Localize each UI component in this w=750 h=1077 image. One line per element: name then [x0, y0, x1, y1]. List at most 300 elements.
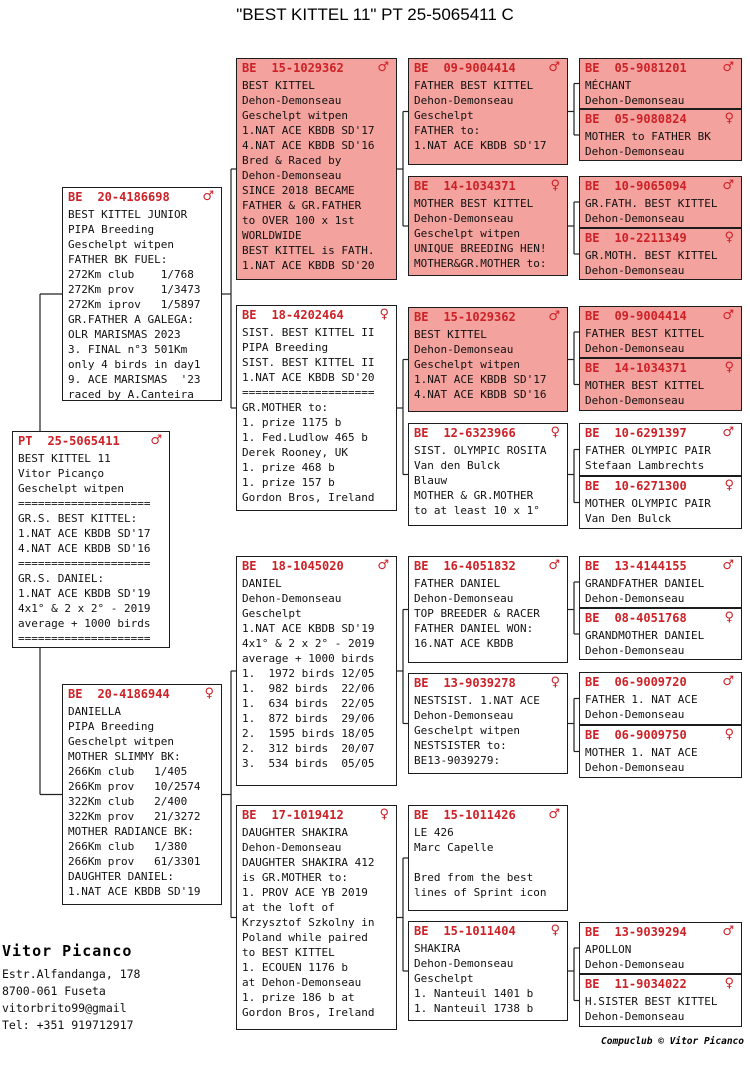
ring-number — [414, 310, 567, 327]
ring-value: 09-9004414 — [443, 61, 516, 75]
pedigree-text-line: LE 426 — [414, 826, 454, 839]
female-icon: ♀ — [379, 807, 389, 822]
pedigree-text-line: PIPA Breeding — [68, 223, 155, 236]
pedigree-text-line: Dehon-Demonseau — [585, 708, 685, 721]
ring-number — [585, 361, 741, 378]
female-icon: ♀ — [204, 686, 214, 701]
ring-number — [585, 559, 741, 576]
pedigree-box-be-17-1019412 — [236, 805, 397, 1030]
pedigree-text-line: Dehon-Demonseau — [585, 394, 685, 407]
pedigree-text-line: Geschelpt witpen — [68, 735, 174, 748]
pedigree-text-line: BEST KITTEL is FATH. — [242, 244, 375, 257]
pedigree-text-line: SIST. BEST KITTEL II — [242, 326, 375, 339]
country-code: BE — [68, 687, 83, 701]
country-code: BE — [585, 559, 600, 573]
country-code: BE — [414, 310, 429, 324]
pedigree-text-line: 1. Fed.Ludlow 465 b — [242, 431, 368, 444]
pedigree-box-pt-25-5065411 — [12, 431, 170, 648]
pedigree-text-line: Geschelpt witpen — [414, 358, 520, 371]
pedigree-text-line: 4x1° & 2 x 2° - 2019 — [18, 602, 151, 615]
pedigree-text-line: Geschelpt — [242, 607, 302, 620]
pedigree-box-be-14-1034371 — [579, 358, 742, 411]
country-code: BE — [585, 112, 600, 126]
pedigree-box-be-15-1029362 — [236, 58, 397, 280]
pedigree-text-line: to BEST KITTEL — [242, 946, 335, 959]
pedigree-text-line: GR.FATH. BEST KITTEL — [585, 197, 718, 210]
ring-number — [414, 808, 567, 825]
country-code: BE — [585, 611, 600, 625]
male-icon: ♂ — [722, 178, 734, 193]
pedigree-text-line: is GR.MOTHER to: — [242, 871, 348, 884]
pedigree-box-be-11-9034022 — [579, 974, 742, 1027]
ring-number — [585, 179, 741, 196]
country-code: BE — [242, 559, 257, 573]
pedigree-box-be-15-1029362 — [408, 307, 568, 412]
pedigree-text-line: MOTHER OLYMPIC PAIR — [585, 497, 711, 510]
pedigree-text-line: FATHER BEST KITTEL — [414, 79, 534, 92]
ring-number — [414, 179, 567, 196]
pedigree-text-line: FATHER to: — [414, 124, 481, 137]
country-code: BE — [414, 808, 429, 822]
ring-number — [242, 559, 396, 576]
pedigree-text-line: OLR MARISMAS 2023 — [68, 328, 181, 341]
ring-number — [242, 308, 396, 325]
ring-value: 14-1034371 — [443, 179, 516, 193]
pedigree-text-line: Vitor Picanço — [18, 467, 105, 480]
pedigree-text-line: 1. Nanteuil 1401 b — [414, 987, 534, 1000]
ring-number — [585, 426, 741, 443]
pedigree-text-line: 3. 534 birds 05/05 — [242, 757, 375, 770]
pedigree-box-be-13-9039294 — [579, 922, 742, 974]
pedigree-text-line: 1. prize 468 b — [242, 461, 335, 474]
ring-value: 25-5065411 — [47, 434, 120, 448]
female-icon: ♀ — [724, 976, 734, 991]
female-icon: ♀ — [724, 111, 734, 126]
pedigree-box-be-13-9039278 — [408, 673, 568, 774]
pedigree-text-line: Dehon-Demonseau — [585, 1010, 685, 1023]
pedigree-text-line: Geschelpt — [414, 972, 474, 985]
pedigree-box-be-14-1034371 — [408, 176, 568, 276]
pedigree-text-line: SIST. OLYMPIC ROSITA — [414, 444, 547, 457]
female-icon: ♀ — [550, 425, 560, 440]
pedigree-box-be-06-9009720 — [579, 672, 742, 725]
ring-number — [585, 611, 741, 628]
pedigree-text-line: 1. prize 186 b at — [242, 991, 355, 1004]
pedigree-text-line: 1. 872 birds 29/06 — [242, 712, 375, 725]
ring-number — [18, 434, 169, 451]
pedigree-box-be-13-4144155 — [579, 556, 742, 608]
pedigree-text-line: WORLDWIDE — [242, 229, 302, 242]
pedigree-text-line: to OVER 100 x 1st — [242, 214, 355, 227]
pedigree-box-be-09-9004414 — [408, 58, 568, 165]
country-code: BE — [585, 728, 600, 742]
pedigree-box-be-09-9004414 — [579, 306, 742, 358]
ring-number — [585, 231, 741, 248]
female-icon: ♀ — [379, 307, 389, 322]
pedigree-text-line: Geschelpt witpen — [414, 724, 520, 737]
country-code: BE — [242, 808, 257, 822]
pedigree-text-line: 1. PROV ACE YB 2019 — [242, 886, 368, 899]
ring-value: 05-9081201 — [614, 61, 687, 75]
pedigree-text-line: MOTHER BEST KITTEL — [585, 379, 705, 392]
pedigree-text-line: 2. 312 birds 20/07 — [242, 742, 375, 755]
pedigree-text-line: 1. 634 birds 22/05 — [242, 697, 375, 710]
female-icon: ♀ — [724, 727, 734, 742]
pedigree-text-line: 4x1° & 2 x 2° - 2019 — [242, 637, 375, 650]
ring-value: 17-1019412 — [271, 808, 344, 822]
pedigree-text-line: 4.NAT ACE KBDB SD'16 — [18, 542, 151, 555]
ring-number — [242, 61, 396, 78]
ring-number — [585, 61, 741, 78]
pedigree-box-be-05-9080824 — [579, 109, 742, 161]
pedigree-text-line: UNIQUE BREEDING HEN! — [414, 242, 547, 255]
pedigree-text-line: BEST KITTEL JUNIOR — [68, 208, 188, 221]
male-icon: ♂ — [377, 60, 389, 75]
pedigree-text-line: Blauw — [414, 474, 448, 487]
pedigree-box-be-18-4202464 — [236, 305, 397, 511]
pedigree-text-line: DAUGHTER SHAKIRA — [242, 826, 348, 839]
country-code: BE — [585, 179, 600, 193]
male-icon: ♂ — [548, 309, 560, 324]
pedigree-text-line: 1. prize 1175 b — [242, 416, 342, 429]
pedigree-text-line: PIPA Breeding — [242, 341, 329, 354]
ring-value: 15-1029362 — [443, 310, 516, 324]
ring-number — [585, 112, 741, 129]
ring-number — [414, 924, 567, 941]
country-code: BE — [242, 308, 257, 322]
pedigree-text-line: 1.NAT ACE KBDB SD'20 — [242, 259, 375, 272]
female-icon: ♀ — [724, 478, 734, 493]
pedigree-text-line: Dehon-Demonseau — [242, 841, 342, 854]
country-code: BE — [585, 61, 600, 75]
male-icon: ♂ — [722, 674, 734, 689]
male-icon: ♂ — [202, 189, 214, 204]
pedigree-text-line: MOTHER&GR.MOTHER to: — [414, 257, 547, 270]
pedigree-box-be-10-2211349 — [579, 228, 742, 280]
ring-value: 09-9004414 — [614, 309, 687, 323]
ring-number — [68, 190, 221, 207]
pedigree-text-line: Dehon-Demonseau — [585, 592, 685, 605]
country-code: BE — [585, 426, 600, 440]
pedigree-text-line: raced by A.Canteira — [68, 388, 194, 401]
pedigree-text-line: average + 1000 birds — [242, 652, 375, 665]
pedigree-text-line: Dehon-Demonseau — [585, 644, 685, 657]
pedigree-text-line: FATHER OLYMPIC PAIR — [585, 444, 711, 457]
ring-number — [585, 479, 741, 496]
ring-value: 16-4051832 — [443, 559, 516, 573]
pedigree-box-be-10-6271300 — [579, 476, 742, 529]
ring-value: 13-9039278 — [443, 676, 516, 690]
ring-value: 12-6323966 — [443, 426, 516, 440]
ring-value: 18-1045020 — [271, 559, 344, 573]
pedigree-text-line: 1. prize 157 b — [242, 476, 335, 489]
ring-number — [414, 559, 567, 576]
female-icon: ♀ — [550, 923, 560, 938]
pedigree-text-line: Gordon Bros, Ireland — [242, 1006, 375, 1019]
ring-number — [585, 977, 741, 994]
software-credit: Compuclub © Vitor Picanco — [601, 1036, 744, 1047]
pedigree-text-line: 266Km prov 61/3301 — [68, 855, 201, 868]
pedigree-text-line: DANIELLA — [68, 705, 121, 718]
ring-number — [414, 676, 567, 693]
pedigree-text-line: Dehon-Demonseau — [242, 94, 342, 107]
country-code: BE — [585, 361, 600, 375]
address-line: 8700-061 Fuseta — [2, 984, 106, 998]
pedigree-box-be-15-1011404 — [408, 921, 568, 1021]
ring-value: 06-9009720 — [614, 675, 687, 689]
pedigree-text-line: average + 1000 birds — [18, 617, 151, 630]
male-icon: ♂ — [548, 558, 560, 573]
pedigree-text-line: FATHER BK FUEL: — [68, 253, 168, 266]
pedigree-text-line: Dehon-Demonseau — [585, 145, 685, 158]
pedigree-text-line: MÉCHANT — [585, 79, 632, 92]
ring-value: 15-1011426 — [443, 808, 516, 822]
female-icon: ♀ — [724, 610, 734, 625]
pedigree-text-line: Van den Bulck — [414, 459, 501, 472]
pedigree-text-line: Geschelpt witpen — [242, 109, 348, 122]
pedigree-text-line: 1. Nanteuil 1738 b — [414, 1002, 534, 1015]
pedigree-text-line: PIPA Breeding — [68, 720, 155, 733]
ring-value: 13-9039294 — [614, 925, 687, 939]
pedigree-text-line: H.SISTER BEST KITTEL — [585, 995, 718, 1008]
pedigree-text-line: Dehon-Demonseau — [585, 958, 685, 971]
ring-value: 10-2211349 — [614, 231, 687, 245]
pedigree-text-line: 266Km club 1/405 — [68, 765, 188, 778]
pedigree-text-line: 322Km club 2/400 — [68, 795, 188, 808]
pedigree-text-line: Stefaan Lambrechts — [585, 459, 705, 472]
pedigree-text-line: 16.NAT ACE KBDB — [414, 637, 514, 650]
pedigree-text-line: 4.NAT ACE KBDB SD'16 — [414, 388, 547, 401]
country-code: BE — [585, 479, 600, 493]
pedigree-text-line: 4.NAT ACE KBDB SD'16 — [242, 139, 375, 152]
pedigree-box-be-06-9009750 — [579, 725, 742, 778]
pedigree-text-line: Bred & Raced by — [242, 154, 342, 167]
male-icon: ♂ — [722, 60, 734, 75]
male-icon: ♂ — [722, 558, 734, 573]
pedigree-text-line: 272Km prov 1/3473 — [68, 283, 201, 296]
pedigree-text-line: GR.MOTH. BEST KITTEL — [585, 249, 718, 262]
pedigree-text-line: 266Km prov 10/2574 — [68, 780, 201, 793]
pedigree-text-line: Dehon-Demonseau — [414, 592, 514, 605]
ring-number — [585, 925, 741, 942]
country-code: BE — [414, 426, 429, 440]
pedigree-text-line: 1.NAT ACE KBDB SD'19 — [18, 587, 151, 600]
ring-value: 10-6291397 — [614, 426, 687, 440]
ring-number — [414, 61, 567, 78]
pedigree-text-line: Dehon-Demonseau — [414, 957, 514, 970]
pedigree-text-line: BEST KITTEL — [414, 328, 487, 341]
pedigree-text-line: BEST KITTEL — [242, 79, 315, 92]
male-icon: ♂ — [548, 807, 560, 822]
ring-number — [68, 687, 221, 704]
pedigree-box-be-20-4186944 — [62, 684, 222, 905]
pedigree-text-line: Geschelpt witpen — [68, 238, 174, 251]
country-code: BE — [585, 675, 600, 689]
pedigree-text-line: NESTSISTER to: — [414, 739, 507, 752]
pedigree-text-line: Geschelpt — [414, 109, 474, 122]
ring-value: 20-4186698 — [97, 190, 170, 204]
pedigree-box-be-20-4186698 — [62, 187, 222, 401]
female-icon: ♀ — [550, 675, 560, 690]
pedigree-text-line: BE13-9039279: — [414, 754, 501, 767]
pedigree-text-line: BEST KITTEL 11 — [18, 452, 111, 465]
ring-number — [414, 426, 567, 443]
male-icon: ♂ — [722, 924, 734, 939]
country-code: BE — [585, 925, 600, 939]
pedigree-text-line: 1.NAT ACE KBDB SD'17 — [414, 373, 547, 386]
ring-value: 11-9034022 — [614, 977, 687, 991]
pedigree-text-line: Dehon-Demonseau — [585, 264, 685, 277]
ring-value: 20-4186944 — [97, 687, 170, 701]
country-code: BE — [414, 559, 429, 573]
pedigree-text-line: to at least 10 x 1° — [414, 504, 540, 517]
pedigree-text-line: 2. 1595 birds 18/05 — [242, 727, 375, 740]
pedigree-text-line: NESTSIST. 1.NAT ACE — [414, 694, 540, 707]
pedigree-text-line: 322Km prov 21/3272 — [68, 810, 201, 823]
pedigree-text-line: APOLLON — [585, 943, 632, 956]
female-icon: ♀ — [724, 360, 734, 375]
ring-value: 13-4144155 — [614, 559, 687, 573]
pedigree-text-line: ==================== — [18, 497, 151, 510]
pedigree-box-be-10-6291397 — [579, 423, 742, 476]
country-code: BE — [414, 61, 429, 75]
pedigree-text-line: ==================== — [18, 632, 151, 645]
pedigree-text-line: FATHER DANIEL — [414, 577, 501, 590]
owner-name: Vitor Picanco — [2, 942, 133, 960]
pedigree-text-line: at the loft of — [242, 901, 335, 914]
pedigree-box-be-16-4051832 — [408, 556, 568, 663]
pedigree-text-line: MOTHER BEST KITTEL — [414, 197, 534, 210]
pedigree-text-line: SINCE 2018 BECAME — [242, 184, 355, 197]
pedigree-text-line: SHAKIRA — [414, 942, 461, 955]
pedigree-text-line: Dehon-Demonseau — [585, 761, 685, 774]
pedigree-text-line: MOTHER SLIMMY BK: — [68, 750, 181, 763]
pedigree-text-line: Dehon-Demonseau — [242, 169, 342, 182]
pedigree-text-line: DANIEL — [242, 577, 282, 590]
pedigree-text-line: 272Km iprov 1/5897 — [68, 298, 201, 311]
pedigree-text-line: MOTHER 1. NAT ACE — [585, 746, 698, 759]
country-code: BE — [585, 977, 600, 991]
male-icon: ♂ — [722, 308, 734, 323]
pedigree-text-line: GR.MOTHER to: — [242, 401, 329, 414]
pedigree-text-line: GRANDMOTHER DANIEL — [585, 629, 705, 642]
pedigree-text-line: 3. FINAL n°3 501Km — [68, 343, 188, 356]
pedigree-text-line: Dehon-Demonseau — [414, 343, 514, 356]
pedigree-text-line: MOTHER RADIANCE BK: — [68, 825, 194, 838]
ring-value: 14-1034371 — [614, 361, 687, 375]
pedigree-text-line: Marc Capelle — [414, 841, 494, 854]
pedigree-text-line: Dehon-Demonseau — [585, 212, 685, 225]
pedigree-text-line: 1.NAT ACE KBDB SD'17 — [18, 527, 151, 540]
male-icon: ♂ — [377, 558, 389, 573]
pedigree-text-line: Dehon-Demonseau — [414, 212, 514, 225]
country-code: BE — [414, 924, 429, 938]
pedigree-text-line: FATHER BEST KITTEL — [585, 327, 705, 340]
pedigree-text-line: Dehon-Demonseau — [585, 94, 685, 107]
female-icon: ♀ — [724, 230, 734, 245]
pedigree-text-line: MOTHER & GR.MOTHER — [414, 489, 534, 502]
ring-value: 06-9009750 — [614, 728, 687, 742]
pedigree-text-line: at Dehon-Demonseau — [242, 976, 362, 989]
pedigree-text-line: Van Den Bulck — [585, 512, 672, 525]
pedigree-box-be-15-1011426 — [408, 805, 568, 911]
pedigree-text-line: 266Km club 1/380 — [68, 840, 188, 853]
ring-value: 10-9065094 — [614, 179, 687, 193]
pedigree-box-be-18-1045020 — [236, 556, 397, 786]
pedigree-text-line: DAUGHTER SHAKIRA 412 — [242, 856, 375, 869]
pedigree-text-line: lines of Sprint icon — [414, 886, 547, 899]
male-icon: ♂ — [548, 60, 560, 75]
pedigree-text-line: TOP BREEDER & RACER — [414, 607, 540, 620]
ring-number — [585, 675, 741, 692]
ring-number — [242, 808, 396, 825]
pedigree-text-line: Dehon-Demonseau — [585, 342, 685, 355]
country-code: PT — [18, 434, 33, 448]
pedigree-text-line: 1. 982 birds 22/06 — [242, 682, 375, 695]
pedigree-text-line: Dehon-Demonseau — [242, 592, 342, 605]
female-icon: ♀ — [550, 178, 560, 193]
ring-value: 10-6271300 — [614, 479, 687, 493]
pedigree-text-line: GR.S. DANIEL: — [18, 572, 105, 585]
ring-number — [585, 728, 741, 745]
pedigree-text-line: MOTHER to FATHER BK — [585, 130, 711, 143]
email-text: vitorbrito99@gmail — [2, 1001, 127, 1015]
pedigree-text-line: Derek Rooney, UK — [242, 446, 348, 459]
ring-number — [585, 309, 741, 326]
pedigree-text-line: Bred from the best — [414, 871, 534, 884]
ring-value: 08-4051768 — [614, 611, 687, 625]
male-icon: ♂ — [150, 433, 162, 448]
pedigree-text-line: 1.NAT ACE KBDB SD'19 — [68, 885, 201, 898]
country-code: BE — [414, 676, 429, 690]
pedigree-box-be-05-9081201 — [579, 58, 742, 109]
pedigree-text-line: Gordon Bros, Ireland — [242, 491, 375, 504]
pedigree-text-line: Krzysztof Szkolny in — [242, 916, 375, 929]
phone-text: Tel: +351 919712917 — [2, 1018, 134, 1032]
pedigree-text-line: 1. ECOUEN 1176 b — [242, 961, 348, 974]
pedigree-box-be-08-4051768 — [579, 608, 742, 660]
pedigree-text-line: Geschelpt witpen — [18, 482, 124, 495]
pedigree-text-line: ==================== — [242, 386, 375, 399]
pedigree-box-be-10-9065094 — [579, 176, 742, 228]
pedigree-text-line: 1.NAT ACE KBDB SD'17 — [414, 139, 547, 152]
pedigree-text-line: GRANDFATHER DANIEL — [585, 577, 705, 590]
pedigree-text-line: SIST. BEST KITTEL II — [242, 356, 375, 369]
ring-value: 15-1011404 — [443, 924, 516, 938]
pedigree-text-line: GR.S. BEST KITTEL: — [18, 512, 138, 525]
country-code: BE — [68, 190, 83, 204]
pedigree-text-line: Poland while paired — [242, 931, 368, 944]
address-line: Estr.Alfandanga, 178 — [2, 967, 141, 981]
owner-address — [2, 966, 140, 1034]
male-icon: ♂ — [722, 425, 734, 440]
pedigree-box-be-12-6323966 — [408, 423, 568, 526]
pedigree-text-line: 1.NAT ACE KBDB SD'20 — [242, 371, 375, 384]
pedigree-text-line: 9. ACE MARISMAS '23 — [68, 373, 201, 386]
ring-value: 15-1029362 — [271, 61, 344, 75]
pedigree-text-line: 1.NAT ACE KBDB SD'17 — [242, 124, 375, 137]
pedigree-text-line: Dehon-Demonseau — [414, 709, 514, 722]
pedigree-text-line: FATHER & GR.FATHER — [242, 199, 362, 212]
ring-value: 18-4202464 — [271, 308, 344, 322]
pedigree-text-line: 272Km club 1/768 — [68, 268, 194, 281]
pedigree-text-line: only 4 birds in day1 — [68, 358, 201, 371]
pedigree-text-line: FATHER DANIEL WON: — [414, 622, 534, 635]
ring-value: 05-9080824 — [614, 112, 687, 126]
pedigree-text-line: 1. 1972 birds 12/05 — [242, 667, 375, 680]
pedigree-text-line: FATHER 1. NAT ACE — [585, 693, 698, 706]
country-code: BE — [585, 309, 600, 323]
